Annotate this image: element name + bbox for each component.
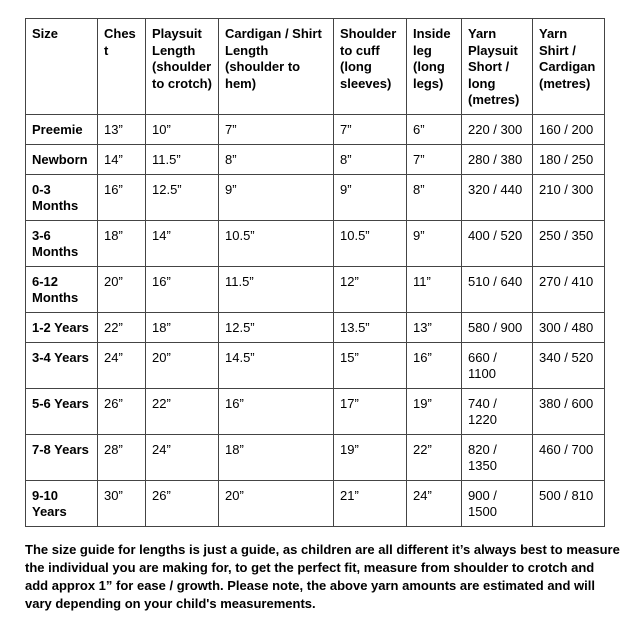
- table-cell: 12.5”: [219, 312, 334, 342]
- table-cell: 14”: [98, 144, 146, 174]
- size-label-cell: 9-10 Years: [26, 480, 98, 526]
- table-cell: 26”: [98, 388, 146, 434]
- table-cell: 12”: [334, 266, 407, 312]
- table-row: [26, 388, 605, 434]
- table-cell: 460 / 700: [533, 434, 605, 480]
- table-cell: 22”: [98, 312, 146, 342]
- table-cell: 7”: [334, 114, 407, 144]
- table-cell: 16”: [146, 266, 219, 312]
- header-yarn-playsuit: Yarn Playsuit Short / long (metres): [462, 19, 533, 115]
- table-row: [26, 220, 605, 266]
- table-cell: 19”: [334, 434, 407, 480]
- size-label-cell: Preemie: [26, 114, 98, 144]
- table-cell: 900 / 1500: [462, 480, 533, 526]
- table-cell: 510 / 640: [462, 266, 533, 312]
- table-cell: 24”: [98, 342, 146, 388]
- size-label-cell: 0-3 Months: [26, 174, 98, 220]
- table-cell: 320 / 440: [462, 174, 533, 220]
- table-row: [26, 480, 605, 526]
- size-label-cell: Newborn: [26, 144, 98, 174]
- table-cell: 13.5”: [334, 312, 407, 342]
- table-cell: 180 / 250: [533, 144, 605, 174]
- table-cell: 20”: [98, 266, 146, 312]
- table-cell: 9”: [219, 174, 334, 220]
- table-cell: 9”: [334, 174, 407, 220]
- table-cell: 6”: [407, 114, 462, 144]
- table-cell: 26”: [146, 480, 219, 526]
- table-cell: 740 / 1220: [462, 388, 533, 434]
- table-cell: 28”: [98, 434, 146, 480]
- table-cell: 22”: [407, 434, 462, 480]
- size-label-cell: 3-6 Months: [26, 220, 98, 266]
- table-cell: 24”: [146, 434, 219, 480]
- size-label-cell: 7-8 Years: [26, 434, 98, 480]
- table-cell: 22”: [146, 388, 219, 434]
- table-cell: 10.5”: [219, 220, 334, 266]
- table-cell: 17”: [334, 388, 407, 434]
- table-cell: 160 / 200: [533, 114, 605, 144]
- table-cell: 16”: [98, 174, 146, 220]
- header-chest: Chest: [98, 19, 146, 115]
- table-cell: 18”: [98, 220, 146, 266]
- table-header-row: [26, 19, 605, 115]
- table-cell: 340 / 520: [533, 342, 605, 388]
- table-cell: 18”: [146, 312, 219, 342]
- table-cell: 7”: [219, 114, 334, 144]
- header-size: Size: [26, 19, 98, 115]
- table-cell: 270 / 410: [533, 266, 605, 312]
- table-cell: 21”: [334, 480, 407, 526]
- size-label-cell: 3-4 Years: [26, 342, 98, 388]
- table-cell: 14”: [146, 220, 219, 266]
- header-shoulder-to-cuff: Shoulder to cuff (long sleeves): [334, 19, 407, 115]
- table-cell: 30”: [98, 480, 146, 526]
- table-cell: 16”: [407, 342, 462, 388]
- table-cell: 19”: [407, 388, 462, 434]
- table-cell: 9”: [407, 220, 462, 266]
- header-playsuit-length: Playsuit Length (shoulder to crotch): [146, 19, 219, 115]
- header-cardigan-shirt-length: Cardigan / Shirt Length (shoulder to hem): [219, 19, 334, 115]
- size-label-cell: 6-12 Months: [26, 266, 98, 312]
- table-cell: 20”: [219, 480, 334, 526]
- table-cell: 300 / 480: [533, 312, 605, 342]
- header-inside-leg: Inside leg (long legs): [407, 19, 462, 115]
- table-cell: 11.5”: [146, 144, 219, 174]
- table-cell: 24”: [407, 480, 462, 526]
- table-cell: 13”: [407, 312, 462, 342]
- header-yarn-shirt-cardigan: Yarn Shirt / Cardigan (metres): [533, 19, 605, 115]
- table-cell: 500 / 810: [533, 480, 605, 526]
- table-cell: 210 / 300: [533, 174, 605, 220]
- table-cell: 12.5”: [146, 174, 219, 220]
- size-label-cell: 5-6 Years: [26, 388, 98, 434]
- table-cell: 8”: [334, 144, 407, 174]
- table-cell: 13”: [98, 114, 146, 144]
- table-cell: 15”: [334, 342, 407, 388]
- table-cell: 18”: [219, 434, 334, 480]
- table-cell: 20”: [146, 342, 219, 388]
- table-cell: 16”: [219, 388, 334, 434]
- table-cell: 8”: [219, 144, 334, 174]
- table-cell: 380 / 600: [533, 388, 605, 434]
- table-cell: 10.5”: [334, 220, 407, 266]
- table-cell: 280 / 380: [462, 144, 533, 174]
- table-cell: 10”: [146, 114, 219, 144]
- size-label-cell: 1-2 Years: [26, 312, 98, 342]
- table-cell: 11”: [407, 266, 462, 312]
- table-row: [26, 434, 605, 480]
- table-row: [26, 174, 605, 220]
- table-cell: 220 / 300: [462, 114, 533, 144]
- table-cell: 820 / 1350: [462, 434, 533, 480]
- table-row: [26, 266, 605, 312]
- table-cell: 7”: [407, 144, 462, 174]
- size-guide-note: The size guide for lengths is just a guide, as children are all different it’s always best to measure the individual you are making for, to get the perfect fit, measure from shoulder to crotch and add approx 1” for ease / growth. Please note, the above yarn amounts are estimated and will vary depending on your child's measurements.: [25, 542, 620, 611]
- table-cell: 8”: [407, 174, 462, 220]
- table-row: [26, 342, 605, 388]
- table-cell: 660 / 1100: [462, 342, 533, 388]
- table-cell: 400 / 520: [462, 220, 533, 266]
- table-body: [26, 114, 605, 526]
- table-row: [26, 312, 605, 342]
- table-cell: 14.5”: [219, 342, 334, 388]
- table-cell: 250 / 350: [533, 220, 605, 266]
- table-row: [26, 144, 605, 174]
- size-guide-table: [25, 18, 605, 527]
- table-cell: 11.5”: [219, 266, 334, 312]
- table-row: [26, 114, 605, 144]
- table-cell: 580 / 900: [462, 312, 533, 342]
